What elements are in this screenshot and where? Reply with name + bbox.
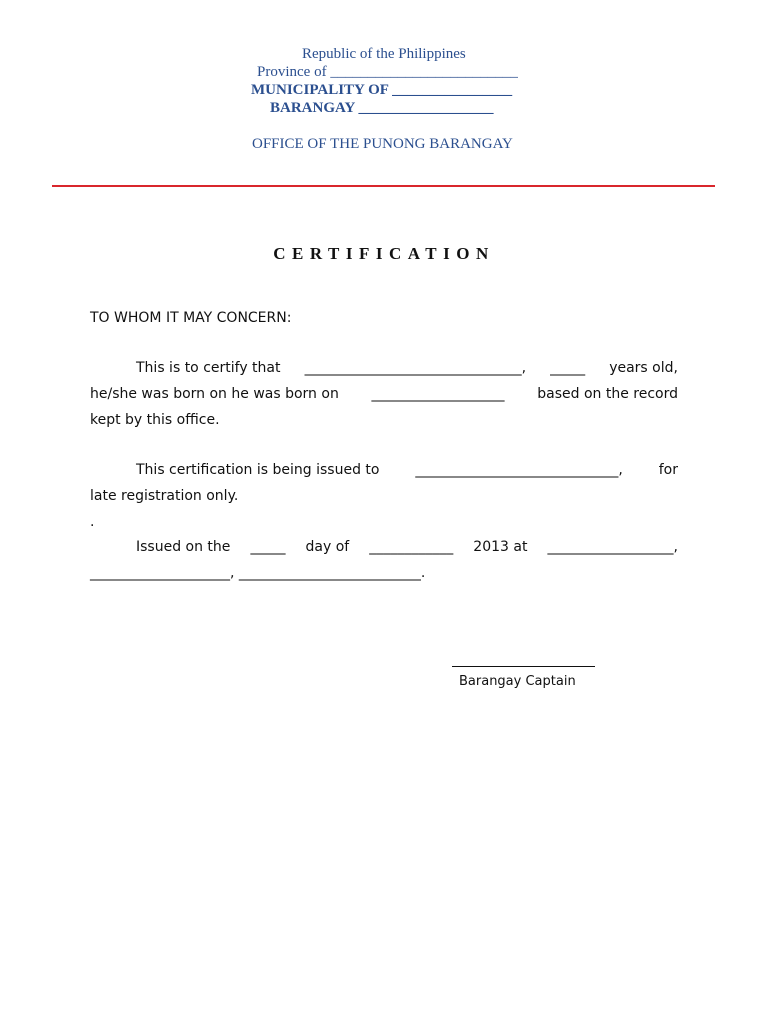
birthdate-blank: ___________________ [371,386,505,402]
month-blank: ____________ [369,539,454,555]
republic-line: Republic of the Philippines [302,46,466,62]
text: years old, [609,360,678,376]
paragraph2-line1 [136,457,678,483]
province-line: Province of _________________________ [257,64,518,80]
text: based on the record [537,386,678,402]
signature-label: Barangay Captain [459,674,576,689]
office-line: OFFICE OF THE PUNONG BARANGAY [252,136,513,152]
document-title: CERTIFICATION [273,244,495,263]
text: Issued on the [136,539,231,555]
red-divider [52,185,715,187]
barangay-line: BARANGAY __________________ [270,100,494,116]
age-blank: _____ [550,360,586,376]
text: for [658,462,678,478]
paragraph1-line1 [136,355,678,381]
paragraph2-line2: late registration only. [90,488,239,504]
requester-blank: _____________________________, [415,462,623,478]
paragraph3-line2: ____________________, __________________________. [90,565,426,581]
text: day of [305,539,350,555]
municipality-line: MUNICIPALITY OF ________________ [251,82,513,98]
text: 2013 at [473,539,528,555]
name-blank: _______________________________, [304,360,527,376]
salutation: TO WHOM IT MAY CONCERN: [90,310,292,326]
day-blank: _____ [250,539,286,555]
stray-dot: . [90,514,95,530]
paragraph1-line2 [90,381,678,407]
text: This certification is being issued to [136,462,380,478]
signature-line [452,666,595,667]
text: This is to certify that [136,360,281,376]
paragraph3-line1 [136,534,678,560]
paragraph1-line3: kept by this office. [90,412,220,428]
text: he/she was born on he was born on [90,386,339,402]
place-blank: __________________, [547,539,678,555]
